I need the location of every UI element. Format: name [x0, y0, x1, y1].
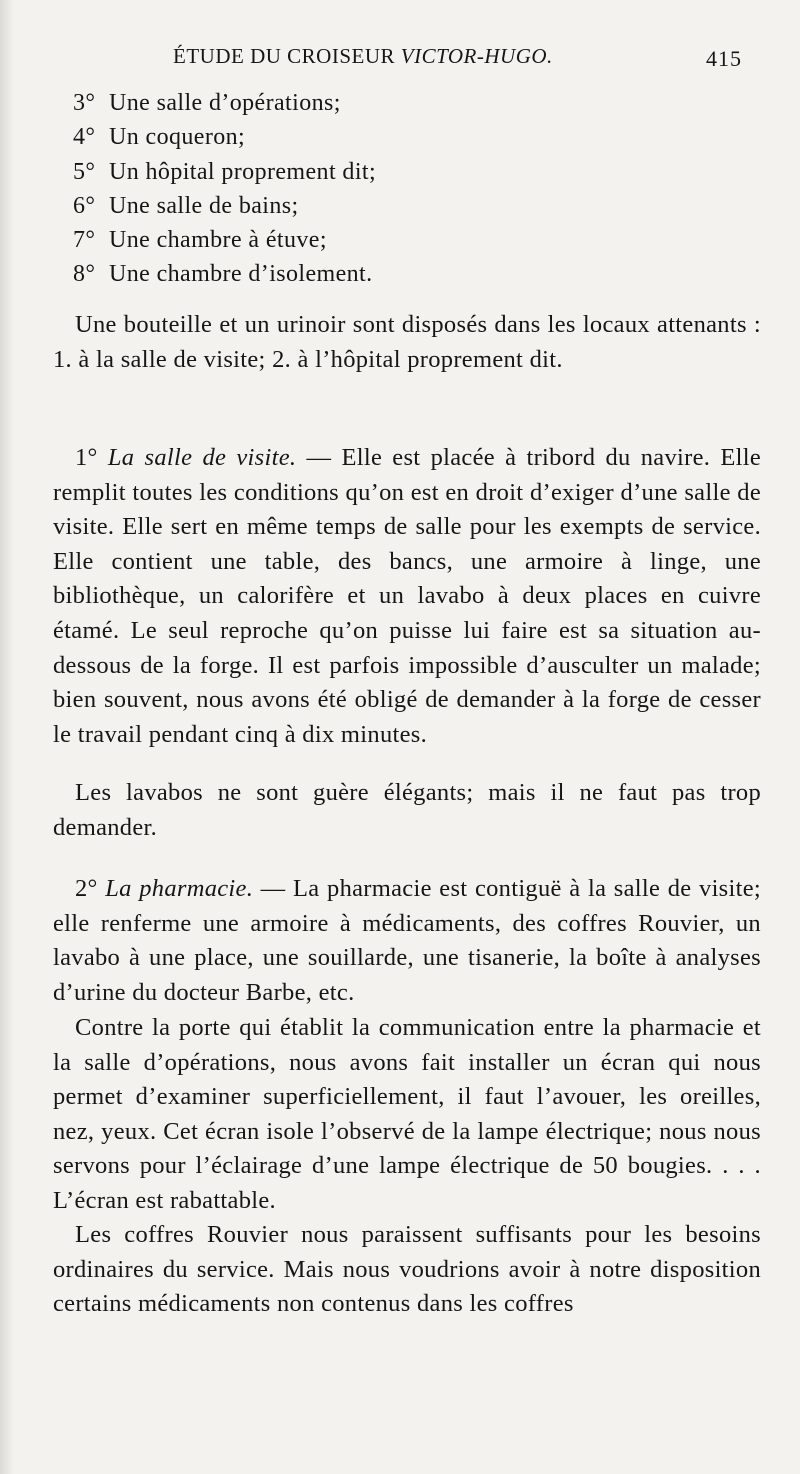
running-title-ship-name: VICTOR-HUGO. — [400, 44, 553, 68]
list-item-text: Un coqueron; — [109, 124, 246, 151]
list-item — [73, 257, 376, 291]
paragraph-coffres-rouvier: Les coffres Rouvier nous paraissent suffisants pour les besoins ordinaires du service. Mais nous voudrions avoir à notre disposition certains médicaments non contenus dans les coffres — [53, 1221, 761, 1318]
paragraph-pharmacie — [53, 872, 761, 1010]
list-item-number: 8° — [73, 261, 96, 288]
section-heading: La pharmacie. — [105, 875, 254, 902]
running-header — [0, 44, 800, 76]
section-text: — Elle est placée à tribord du navire. Elle remplit toutes les conditions qu’on est en droit d’exiger d’une salle de visite. Elle sert en même temps de salle pour les exempts de service. Elle contient une table, des bancs, une armoire à linge, une bibliothèque, un calorifère et un lavabo à deux places en cuivre étamé. Le seul reproche qu’on puisse lui faire est sa situation au-dessous de la forge. Il est parfois impossible d’ausculter un malade; bien souvent, nous avons été obligé de demander à la forge de cesser le travail pendant cinq à dix minutes. — [53, 444, 761, 748]
list-item-number: 6° — [73, 192, 96, 219]
list-item — [73, 189, 376, 223]
list-item-number: 5° — [73, 158, 96, 185]
paragraph-ecran: Contre la porte qui établit la communication entre la pharmacie et la salle d’opérations, nous avons fait installer un écran qui nous permet d’examiner superficiellement, il faut l’avouer, les oreilles, nez, yeux. Cet écran isole l’observé de la lampe électrique; nous nous servons pour l’éclairage d’une lampe électrique de 50 bougies. . . . L’écran est rabattable. — [53, 1014, 761, 1214]
section-number: 1° — [75, 444, 108, 471]
page-edge-shadow — [0, 0, 14, 1474]
list-item-text: Une chambre d’isolement. — [109, 261, 373, 288]
section-text: — La pharmacie est contiguë à la salle de visite; elle renferme une armoire à médicaments, des coffres Rouvier, un lavabo à une place, une souillarde, une tisanerie, la boîte à analyses d’urine du docteur Barbe, etc. — [53, 875, 762, 1006]
section-number: 2° — [75, 875, 106, 902]
list-item-text: Une salle d’opérations; — [109, 90, 341, 116]
list-item — [73, 120, 376, 154]
paragraph-lavabos: Les lavabos ne sont guère élégants; mais il ne faut pas trop demander. — [53, 779, 761, 841]
list-item — [73, 86, 376, 120]
section-heading: La salle de visite. — [107, 444, 297, 471]
page-number: 415 — [706, 46, 742, 71]
paragraph-urinoir: Une bouteille et un urinoir sont disposés dans les locaux attenants : 1. à la salle de visite; 2. à l’hôpital proprement dit. — [53, 311, 761, 373]
list-item-number: 4° — [73, 124, 96, 151]
list-item — [73, 223, 376, 257]
list-item-text: Une salle de bains; — [109, 192, 299, 219]
paragraph-salle-de-visite — [53, 441, 761, 752]
list-item-number: 7° — [73, 227, 96, 254]
running-title-prefix: ÉTUDE DU CROISEUR — [173, 44, 401, 68]
running-title — [173, 44, 553, 69]
list-item-text: Un hôpital proprement dit; — [109, 158, 377, 185]
list-item — [73, 155, 376, 189]
list-item-text: Une chambre à étuve; — [109, 227, 327, 254]
room-list — [73, 86, 376, 292]
list-item-number: 3° — [73, 90, 96, 116]
